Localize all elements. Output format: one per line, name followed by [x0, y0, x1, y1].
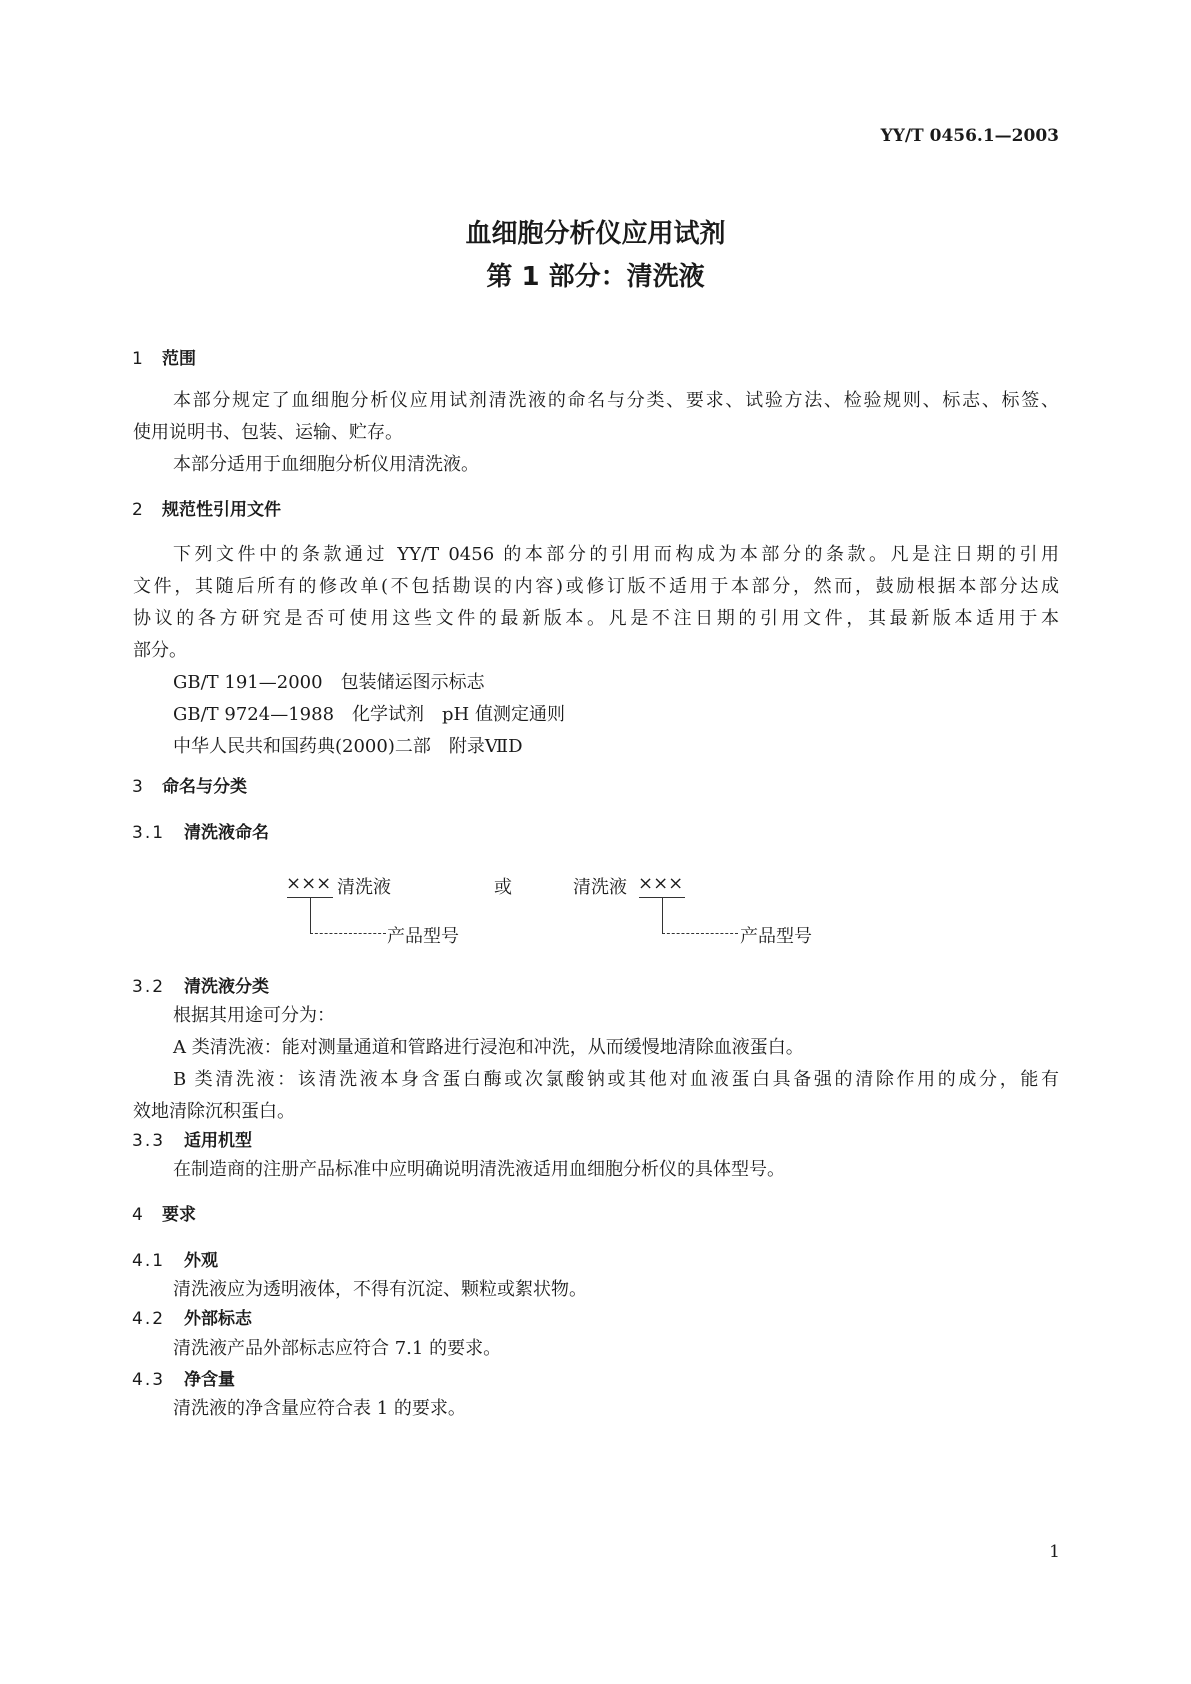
connector-line — [662, 897, 663, 933]
paragraph: 在制造商的注册产品标准中应明确说明清洗液适用血细胞分析仪的具体型号。 — [173, 1159, 785, 1180]
paragraph: B 类清洗液：该清洗液本身含蛋白酶或次氯酸钠或其他对血液蛋白具备强的清除作用的成分，能有 — [173, 1069, 1059, 1090]
subsection-3-3-heading — [132, 1126, 252, 1151]
product-model-label: 产品型号 — [387, 926, 459, 947]
paragraph: 下列文件中的条款通过 YY/T 0456 的本部分的引用而构成为本部分的条款。凡是注日期的引用 — [173, 544, 1059, 565]
subsection-title: 清洗液分类 — [184, 977, 269, 997]
subsection-title: 适用机型 — [184, 1131, 252, 1151]
subsection-number: 4.3 — [132, 1370, 166, 1390]
section-number: 1 — [132, 349, 143, 369]
section-number: 4 — [132, 1205, 143, 1225]
section-title: 命名与分类 — [162, 777, 247, 797]
section-2-heading — [132, 495, 281, 520]
subsection-3-2-heading — [132, 972, 269, 997]
reference-item: GB/T 191—2000 包装储运图示标志 — [173, 672, 485, 693]
subsection-title: 净含量 — [184, 1370, 235, 1390]
standard-code: YY/T 0456.1—2003 — [880, 126, 1059, 146]
subsection-number: 4.1 — [132, 1251, 166, 1271]
paragraph: 使用说明书、包装、运输、贮存。 — [133, 422, 403, 443]
section-title: 规范性引用文件 — [162, 500, 281, 520]
page-number: 1 — [1049, 1542, 1060, 1562]
paragraph: 清洗液产品外部标志应符合 7.1 的要求。 — [173, 1338, 502, 1359]
paragraph: 本部分规定了血细胞分析仪应用试剂清洗液的命名与分类、要求、试验方法、检验规则、标志、标签、 — [173, 390, 1059, 411]
section-1-heading — [132, 344, 196, 369]
product-model-label: 产品型号 — [740, 926, 812, 947]
paragraph: 清洗液应为透明液体，不得有沉淀、颗粒或絮状物。 — [173, 1279, 587, 1300]
subsection-number: 3.1 — [132, 823, 166, 843]
paragraph: 清洗液的净含量应符合表 1 的要求。 — [173, 1398, 466, 1419]
subsection-number: 3.3 — [132, 1131, 166, 1151]
leader-line — [310, 933, 386, 934]
subsection-title: 外观 — [184, 1251, 218, 1271]
paragraph: 本部分适用于血细胞分析仪用清洗液。 — [173, 454, 479, 475]
section-number: 3 — [132, 777, 143, 797]
subsection-4-1-heading — [132, 1246, 218, 1271]
model-mark: ××× — [638, 873, 684, 894]
reference-item: 中华人民共和国药典(2000)二部 附录ⅦD — [173, 736, 523, 757]
section-3-heading — [132, 772, 247, 797]
product-name: 清洗液 — [573, 877, 627, 898]
document-subtitle: 第 1 部分：清洗液 — [486, 262, 705, 292]
paragraph: 协议的各方研究是否可使用这些文件的最新版本。凡是不注日期的引用文件，其最新版本适用于本 — [133, 608, 1059, 629]
subsection-title: 外部标志 — [184, 1309, 252, 1329]
reference-item: GB/T 9724—1988 化学试剂 pH 值测定通则 — [173, 704, 565, 725]
section-4-heading — [132, 1200, 196, 1225]
subsection-number: 3.2 — [132, 977, 166, 997]
subsection-title: 清洗液命名 — [184, 823, 269, 843]
paragraph: A 类清洗液：能对测量通道和管路进行浸泡和冲洗，从而缓慢地清除血液蛋白。 — [173, 1037, 804, 1058]
paragraph: 文件，其随后所有的修改单(不包括勘误的内容)或修订版不适用于本部分，然而，鼓励根据本部分达成 — [133, 576, 1059, 597]
document-title: 血细胞分析仪应用试剂 — [465, 219, 726, 249]
paragraph: 部分。 — [133, 640, 187, 661]
paragraph: 根据其用途可分为： — [173, 1005, 335, 1026]
leader-line — [662, 933, 738, 934]
subsection-4-3-heading — [132, 1365, 235, 1390]
section-number: 2 — [132, 500, 143, 520]
product-name: 清洗液 — [337, 877, 391, 898]
subsection-3-1-heading — [132, 818, 269, 843]
section-title: 范围 — [162, 349, 196, 369]
connector-line — [310, 897, 311, 933]
paragraph: 效地清除沉积蛋白。 — [133, 1101, 295, 1122]
model-mark: ××× — [286, 873, 332, 894]
subsection-number: 4.2 — [132, 1309, 166, 1329]
section-title: 要求 — [162, 1205, 196, 1225]
subsection-4-2-heading — [132, 1304, 252, 1329]
or-text: 或 — [494, 877, 512, 898]
